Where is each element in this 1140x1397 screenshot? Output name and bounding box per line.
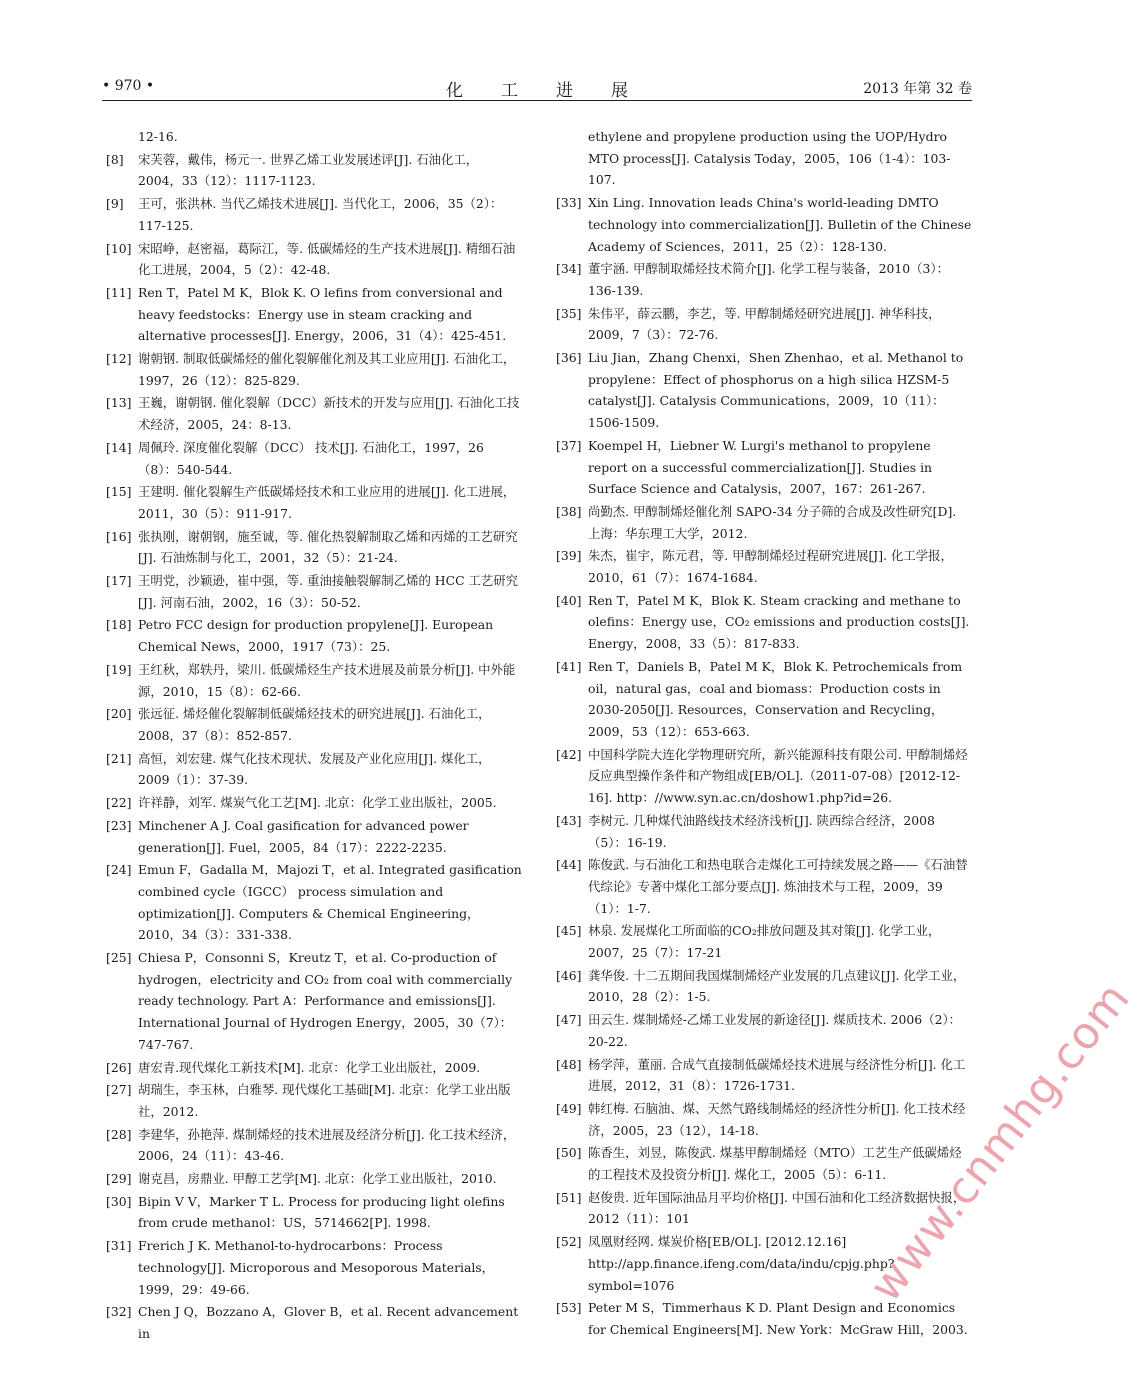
- reference-number: [19]: [106, 661, 132, 677]
- reference-number: [20]: [106, 706, 132, 722]
- reference-text: 陈香生，刘昱，陈俊武. 煤基甲醇制烯烃（MTO）工艺生产低碳烯烃的工程技术及投资分析[J]. 煤化工，2005（5）：6-11.: [588, 1145, 962, 1183]
- page-number: • 970 •: [102, 78, 155, 94]
- reference-entry: [102, 1124, 522, 1167]
- reference-entry: [102, 1168, 522, 1190]
- reference-number: [47]: [556, 1012, 582, 1028]
- reference-number: [49]: [556, 1100, 582, 1116]
- reference-number: [35]: [556, 305, 582, 321]
- reference-entry: [102, 1301, 522, 1344]
- reference-text: 龚华俊. 十二五期间我国煤制烯烃产业发展的几点建议[J]. 化学工业，2010，28（2）：1-5.: [588, 967, 966, 1005]
- reference-entry: [552, 854, 972, 919]
- reference-entry: [552, 258, 972, 301]
- reference-entry: [552, 810, 972, 853]
- reference-entry: [102, 748, 522, 791]
- reference-text: 宋昭峥，赵密福，葛际江，等. 低碳烯烃的生产技术进展[J]. 精细石油化工进展，2004，5（2）：42-48.: [138, 240, 516, 278]
- reference-text: 张远征. 烯烃催化裂解制低碳烯烃技术的研究进展[J]. 石油化工，2008，37（8）：852-857.: [138, 706, 491, 743]
- reference-text: Minchener A J. Coal gasification for advanced power generation[J]. Fuel，2005，84（17）：2222-2235.: [138, 817, 469, 855]
- reference-text: Ren T，Daniels B，Patel M K，Blok K. Petrochemicals from oil，natural gas，coal and biomass：Production costs in 2030-2050[J]. Resources，Conservation and Recycling，2009，53（12）：653-663.: [588, 658, 963, 739]
- reference-text: Ren T，Patel M K，Blok K. O lefins from conversional and heavy feedstocks：Energy use in steam cracking and alternative processes[J]. Energy，2006，31（4）：425-451.: [138, 284, 507, 344]
- volume-label: 2013 年第 32 卷: [863, 81, 972, 97]
- reference-entry: [552, 1098, 972, 1141]
- reference-entry: [102, 526, 522, 569]
- reference-entry: [552, 501, 972, 544]
- reference-text: Peter M S，Timmerhaus K D. Plant Design and Economics for Chemical Engineers[M]. New York：McGraw Hill，2003.: [588, 1300, 968, 1337]
- reference-entry: [552, 303, 972, 346]
- reference-number: [46]: [556, 967, 582, 983]
- reference-text: 王巍，谢朝钢. 催化裂解（DCC）新技术的开发与应用[J]. 石油化工技术经济，2005，24：8-13.: [138, 395, 520, 433]
- reference-entry: [102, 238, 522, 281]
- journal-title: 化工进展: [446, 81, 666, 101]
- reference-entry: [102, 282, 522, 347]
- reference-number: [18]: [106, 617, 132, 633]
- reference-number: [11]: [106, 284, 132, 300]
- reference-entry: [102, 348, 522, 391]
- reference-entry: [552, 1142, 972, 1185]
- reference-number: [26]: [106, 1059, 132, 1075]
- reference-number: [24]: [106, 862, 132, 878]
- reference-entry: [552, 545, 972, 588]
- reference-number: [52]: [556, 1234, 582, 1250]
- reference-text: 王明党，沙颖逊，崔中强，等. 重油接触裂解制乙烯的 HCC 工艺研究[J]. 河南石油，2002，16（3）：50-52.: [138, 573, 519, 610]
- reference-entry: [102, 149, 522, 192]
- reference-number: [40]: [556, 592, 582, 608]
- reference-number: [42]: [556, 746, 582, 762]
- reference-entry: [102, 481, 522, 524]
- reference-number: [25]: [106, 950, 132, 966]
- reference-number: [44]: [556, 857, 582, 873]
- reference-text: Bipin V V，Marker T L. Process for producing light olefins from crude methanol：US，5714662[P]. 1998.: [138, 1193, 505, 1231]
- reference-text: Xin Ling. Innovation leads China's world-leading DMTO technology into commercialization[J]. Bulletin of the Chinese Academy of Sciences，2011，25（2）：128-130.: [588, 195, 972, 254]
- reference-entry: [102, 1191, 522, 1234]
- reference-number: [48]: [556, 1056, 582, 1072]
- reference-text: 李建华，孙艳萍. 煤制烯烃的技术进展及经济分析[J]. 化工技术经济，2006，24（11）：43-46.: [138, 1126, 516, 1164]
- reference-entry: [552, 1009, 972, 1052]
- reference-number: [28]: [106, 1126, 132, 1142]
- reference-text: 胡瑞生，李玉林，白雅琴. 现代煤化工基础[M]. 北京：化学工业出版社，2012.: [138, 1082, 511, 1119]
- reference-entry: [552, 656, 972, 743]
- reference-entry: [102, 859, 522, 946]
- reference-number: [8]: [106, 151, 124, 167]
- reference-text: 12-16.: [138, 129, 178, 144]
- reference-number: [39]: [556, 548, 582, 564]
- reference-entry: [102, 947, 522, 1056]
- reference-entry: [552, 435, 972, 500]
- reference-number: [13]: [106, 395, 132, 411]
- reference-text: Petro FCC design for production propylene[J]. European Chemical News，2000，1917（73）：25.: [138, 617, 494, 655]
- reference-number: [30]: [106, 1193, 132, 1209]
- reference-number: [21]: [106, 750, 132, 766]
- reference-number: [53]: [556, 1300, 582, 1316]
- reference-number: [45]: [556, 923, 582, 939]
- reference-text: 赵俊贵. 近年国际油品月平均价格[J]. 中国石油和化工经济数据快报，2012（11）：101: [588, 1189, 966, 1227]
- reference-number: [38]: [556, 503, 582, 519]
- reference-entry: [552, 192, 972, 257]
- reference-number: [10]: [106, 240, 132, 256]
- reference-text: 董宇涵. 甲醇制取烯烃技术简介[J]. 化学工程与装备，2010（3）：136-139.: [588, 261, 949, 298]
- reference-text: 王红秋，郑轶丹，梁川. 低碳烯烃生产技术进展及前景分析[J]. 中外能源，2010，15（8）：62-66.: [138, 661, 516, 699]
- reference-number: [31]: [106, 1238, 132, 1254]
- reference-text: Liu Jian，Zhang Chenxi，Shen Zhenhao，et al. Methanol to propylene：Effect of phosphorus on a high silica HZSM-5 catalyst[J]. Catalysis Communications，2009，10（11）：1506-1509.: [588, 350, 964, 431]
- reference-entry: [102, 193, 522, 236]
- reference-number: [33]: [556, 195, 582, 211]
- reference-number: [15]: [106, 484, 132, 500]
- reference-entry: [102, 437, 522, 480]
- reference-text: 田云生. 煤制烯烃-乙烯工业发展的新途径[J]. 煤质技术. 2006（2）：20-22.: [588, 1012, 962, 1049]
- reference-text: ethylene and propylene production using the UOP/Hydro MTO process[J]. Catalysis Today，2005，106（1-4）：103-107.: [588, 129, 951, 188]
- watermark: www.cnmhg.com: [860, 972, 1140, 1312]
- reference-entry: [102, 570, 522, 613]
- reference-number: [29]: [106, 1171, 132, 1187]
- reference-entry: [102, 1235, 522, 1300]
- reference-number: [43]: [556, 812, 582, 828]
- reference-entry: [102, 815, 522, 858]
- reference-text: 凤凰财经网. 煤炭价格[EB/OL]. [2012.12.16] http://app.finance.ifeng.com/data/indu/cpjg.php?symbol=1076: [588, 1234, 895, 1293]
- reference-entry: [552, 1297, 972, 1340]
- reference-text: 韩红梅. 石脑油、煤、天然气路线制烯烃的经济性分析[J]. 化工技术经济，2005，23（12），14-18.: [588, 1100, 966, 1138]
- reference-text: Frerich J K. Methanol-to-hydrocarbons：Process technology[J]. Microporous and Mesoporous Materials，1999，29：49-66.: [138, 1238, 495, 1297]
- reference-text: Emun F，Gadalla M，Majozi T，et al. Integrated gasification combined cycle（IGCC） process simulation and optimization[J]. Computers & Chemical Engineering，2010，34（3）：331-338.: [138, 862, 522, 943]
- reference-text: 唐宏青.现代煤化工新技术[M]. 北京：化学工业出版社，2009.: [138, 1059, 481, 1075]
- reference-number: [50]: [556, 1145, 582, 1161]
- header-rule: [102, 100, 972, 101]
- reference-number: [23]: [106, 817, 132, 833]
- reference-number: [17]: [106, 573, 132, 589]
- reference-number: [9]: [106, 196, 124, 212]
- reference-text: 张执刚，谢朝钢，施至诚，等. 催化热裂解制取乙烯和丙烯的工艺研究[J]. 石油炼制与化工，2001，32（5）：21-24.: [138, 528, 518, 566]
- reference-entry: [102, 659, 522, 702]
- reference-entry: [102, 792, 522, 814]
- reference-text: Koempel H，Liebner W. Lurgi's methanol to propylene report on a successful commercialization[J]. Studies in Surface Science and Catalysis，2007，167：261-267.: [588, 437, 933, 497]
- reference-number: [22]: [106, 795, 132, 811]
- reference-entry: [552, 920, 972, 963]
- reference-text: 谢克昌，房鼎业. 甲醇工艺学[M]. 北京：化学工业出版社，2010.: [138, 1171, 497, 1187]
- reference-entry: [552, 965, 972, 1008]
- reference-number: [12]: [106, 351, 132, 367]
- reference-text: Ren T，Patel M K，Blok K. Steam cracking and methane to olefins：Energy use，CO₂ emissions and production costs[J]. Energy，2008，33（5）：817-833.: [588, 592, 970, 652]
- reference-number: [36]: [556, 350, 582, 366]
- reference-number: [14]: [106, 439, 132, 455]
- reference-text: 陈俊武. 与石油化工和热电联合走煤化工可持续发展之路——《石油替代综论》专著中煤化工部分要点[J]. 炼油技术与工程，2009，39（1）：1-7.: [588, 857, 968, 916]
- reference-entry: [102, 392, 522, 435]
- reference-number: [32]: [106, 1304, 132, 1320]
- reference-text: 中国科学院大连化学物理研究所，新兴能源科技有限公司. 甲醇制烯烃反应典型操作条件和产物组成[EB/OL].（2011-07-08）[2012-12-16]. http：//www.syn.ac.cn/doshow1.php?id=26.: [588, 746, 968, 806]
- reference-entry: [552, 126, 972, 191]
- reference-text: 王建明. 催化裂解生产低碳烯烃技术和工业应用的进展[J]. 化工进展，2011，30（5）：911-917.: [138, 484, 516, 521]
- reference-column-left: [102, 126, 522, 1346]
- reference-text: 林泉. 发展煤化工所面临的CO₂排放问题及其对策[J]. 化学工业，2007，25（7）：17-21: [588, 923, 941, 961]
- reference-text: 尚勤杰. 甲醇制烯烃催化剂 SAPO-34 分子筛的合成及改性研究[D]. 上海：华东理工大学，2012.: [588, 503, 957, 541]
- reference-text: 高恒，刘宏建. 煤气化技术现状、发展及产业化应用[J]. 煤化工，2009（1）：37-39.: [138, 750, 491, 788]
- reference-text: 谢朝钢. 制取低碳烯烃的催化裂解催化剂及其工业应用[J]. 石油化工，1997，26（12）：825-829.: [138, 351, 516, 388]
- running-header: [102, 76, 972, 100]
- reference-text: Chiesa P，Consonni S，Kreutz T，et al. Co-production of hydrogen，electricity and CO₂ from coal with commercially ready technology. Part A：Performance and emissions[J]. International Journal of Hydrogen Energy，2005，30（7）：747-767.: [138, 950, 513, 1052]
- reference-entry: [102, 614, 522, 657]
- reference-entry: [552, 744, 972, 809]
- reference-entry: [552, 1054, 972, 1097]
- reference-number: [41]: [556, 658, 582, 674]
- reference-entry: [552, 347, 972, 434]
- reference-text: 许祥静，刘军. 煤炭气化工艺[M]. 北京：化学工业出版社，2005.: [138, 795, 497, 811]
- reference-number: [34]: [556, 261, 582, 277]
- reference-number: [51]: [556, 1189, 582, 1205]
- reference-text: 李树元. 几种煤代油路线技术经济浅析[J]. 陕西综合经济，2008（5）：16-19.: [588, 812, 935, 850]
- reference-text: Chen J Q，Bozzano A，Glover B，et al. Recent advancement in: [138, 1304, 519, 1341]
- reference-entry: [102, 1057, 522, 1079]
- reference-entry: [102, 1079, 522, 1122]
- reference-text: 朱杰，崔宇，陈元君，等. 甲醇制烯烃过程研究进展[J]. 化工学报，2010，61（7）：1674-1684.: [588, 548, 953, 586]
- reference-text: 杨学萍，董丽. 合成气直接制低碳烯烃技术进展与经济性分析[J]. 化工进展，2012，31（8）：1726-1731.: [588, 1056, 966, 1094]
- reference-text: 周佩玲. 深度催化裂解（DCC） 技术[J]. 石油化工，1997，26（8）：540-544.: [138, 439, 484, 477]
- reference-entry: [102, 126, 522, 148]
- reference-entry: [552, 590, 972, 655]
- reference-text: 朱伟平，薛云鹏，李艺，等. 甲醇制烯烃研究进展[J]. 神华科技，2009，7（3）：72-76.: [588, 305, 941, 343]
- reference-text: 宋芙蓉，戴伟，杨元一. 世界乙烯工业发展述评[J]. 石油化工，2004，33（12）：1117-1123.: [138, 151, 479, 189]
- reference-number: [37]: [556, 437, 582, 453]
- reference-number: [16]: [106, 528, 132, 544]
- reference-text: 王可，张洪林. 当代乙烯技术进展[J]. 当代化工，2006，35（2）：117-125.: [138, 196, 503, 233]
- reference-entry: [102, 703, 522, 746]
- reference-number: [27]: [106, 1082, 132, 1098]
- reference-column-right: [552, 126, 972, 1342]
